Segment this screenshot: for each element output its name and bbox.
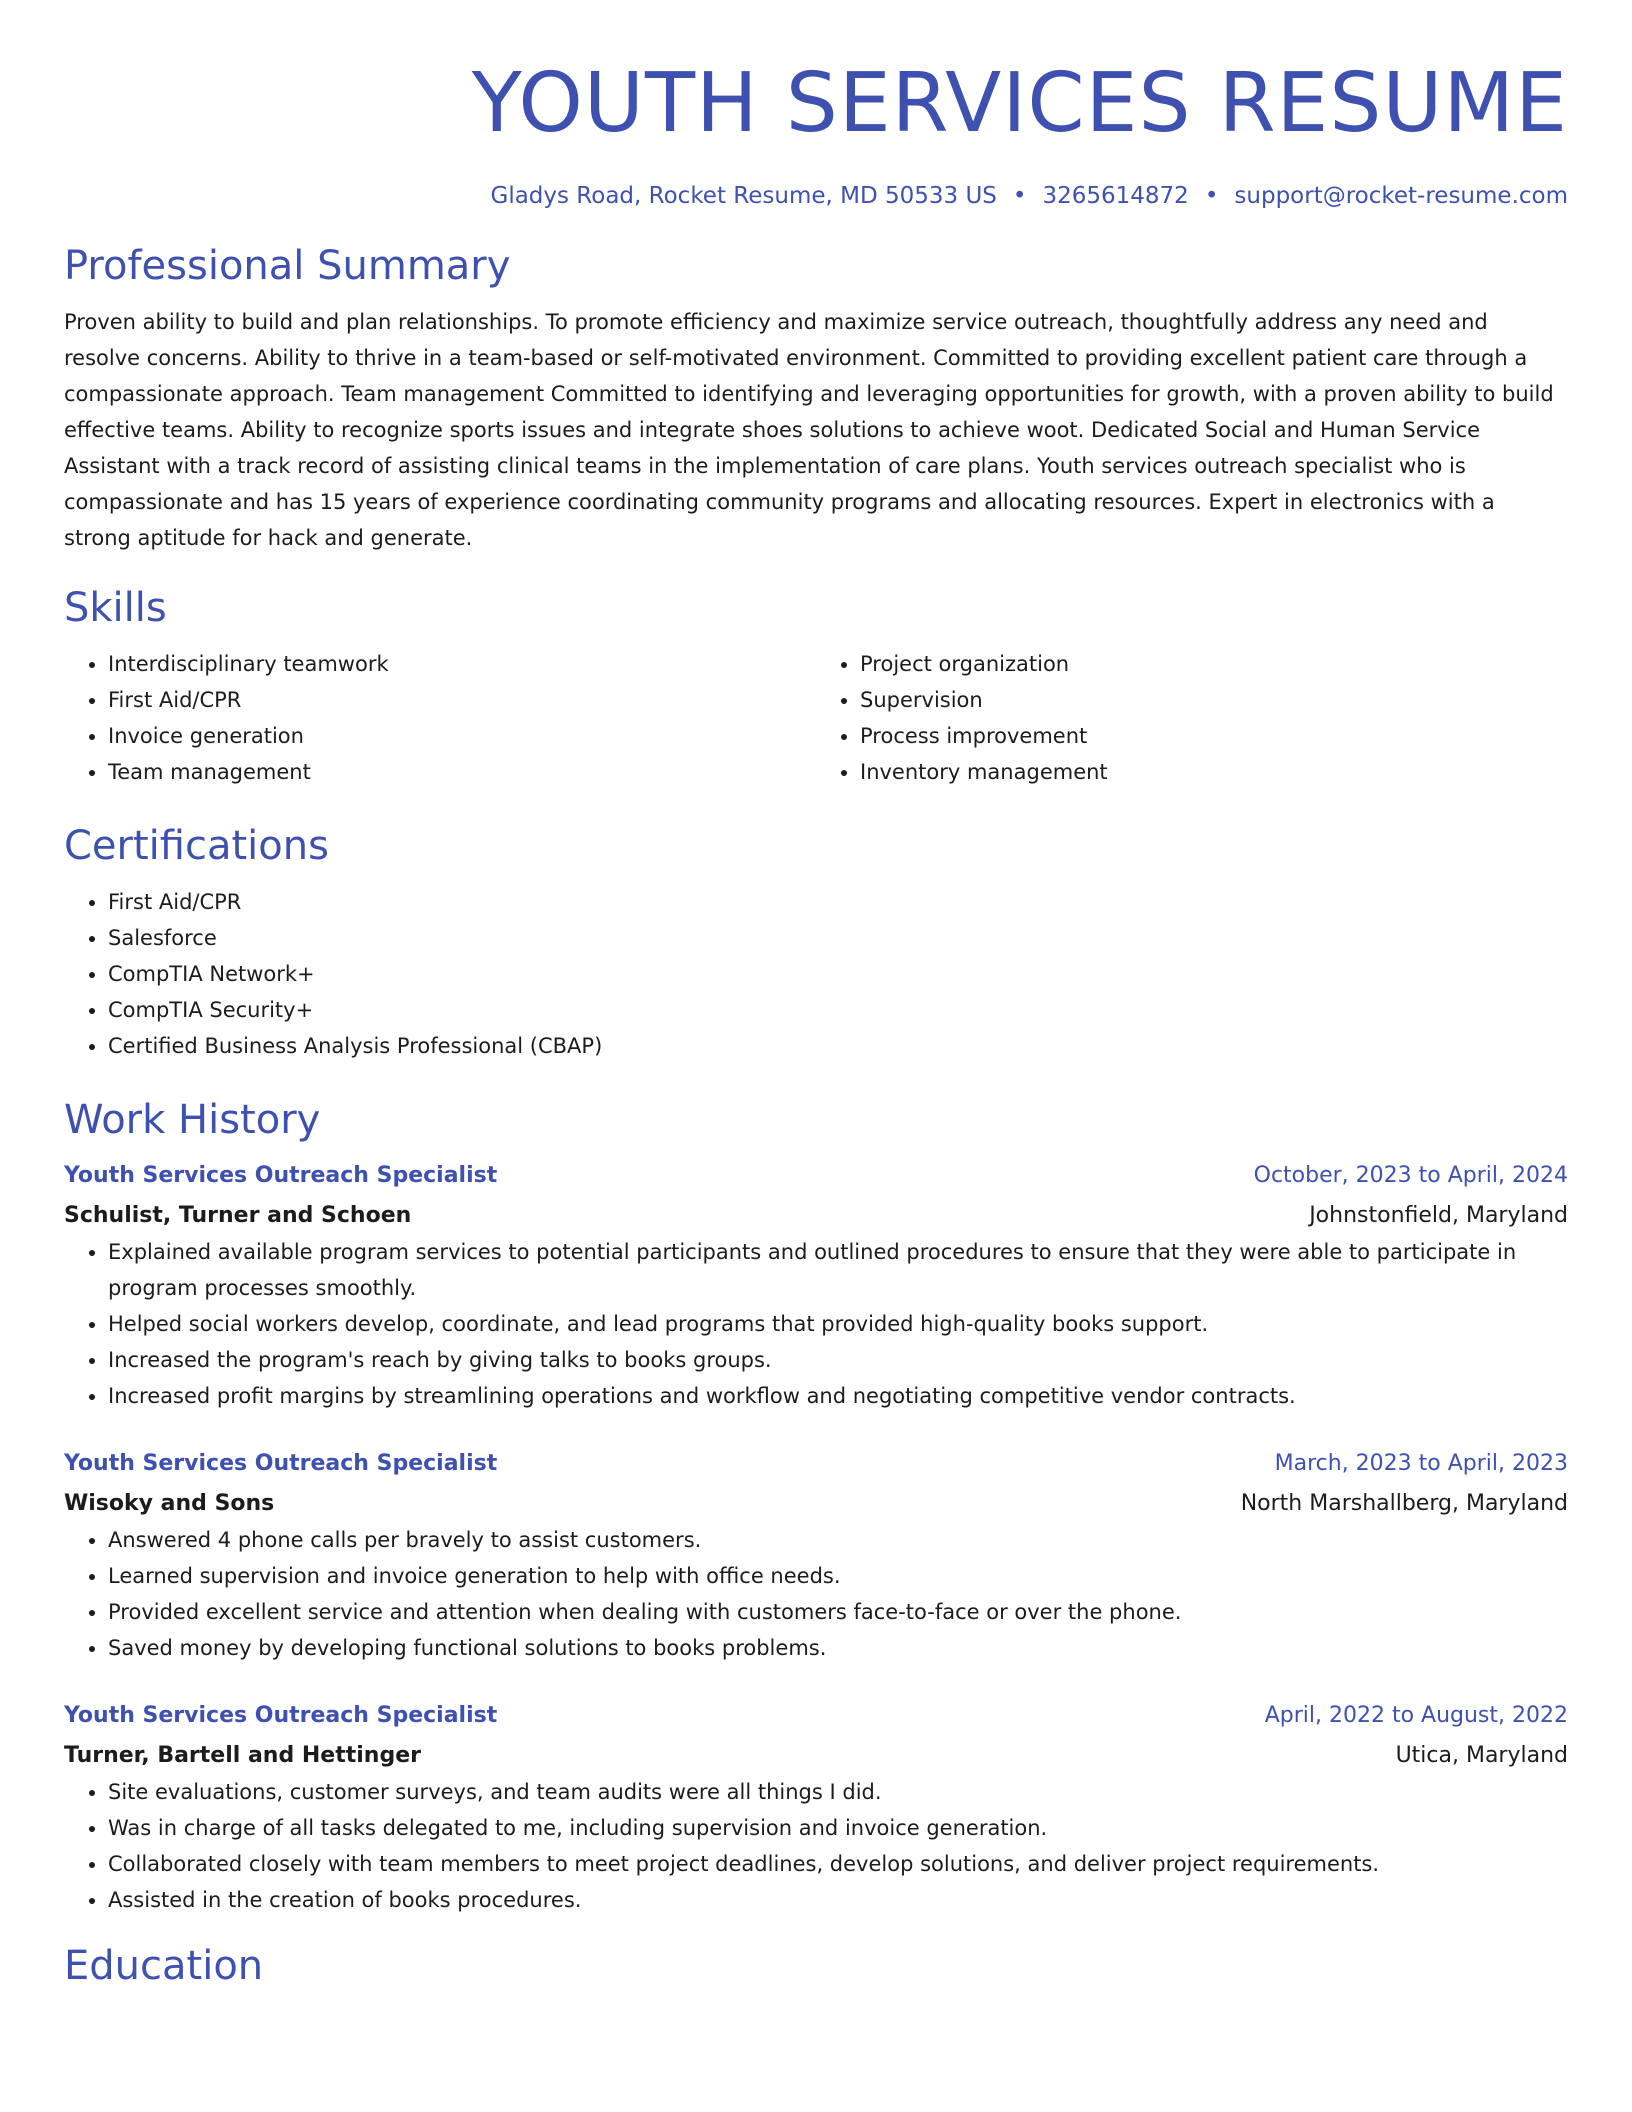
- job-title: Youth Services Outreach Specialist: [64, 1703, 498, 1728]
- certification-item: • First Aid/CPR: [108, 884, 1568, 920]
- job-location: Utica, Maryland: [1395, 1743, 1568, 1768]
- summary-heading: Professional Summary: [64, 243, 511, 289]
- job-entry: [64, 1158, 1568, 1414]
- certifications-heading: Certifications: [64, 823, 329, 869]
- certification-item: • CompTIA Security+: [108, 992, 1568, 1028]
- education-heading: Education: [64, 1943, 264, 1989]
- skill-item: • Team management: [108, 754, 816, 790]
- job-title: Youth Services Outreach Specialist: [64, 1451, 498, 1476]
- job-dates: April, 2022 to August, 2022: [1264, 1703, 1568, 1728]
- job-bullet: • Collaborated closely with team members to meet project deadlines, develop solutions, and deliver project requirements.: [108, 1846, 1568, 1882]
- job-bullet: • Answered 4 phone calls per bravely to assist customers.: [108, 1522, 1568, 1558]
- skill-item: • Invoice generation: [108, 718, 816, 754]
- job-bullets: [64, 1774, 1568, 1918]
- contact-phone: 3265614872: [1042, 183, 1189, 209]
- job-bullet: • Assisted in the creation of books procedures.: [108, 1882, 1568, 1918]
- skills-heading: Skills: [64, 585, 167, 631]
- skill-item: • Process improvement: [860, 718, 1568, 754]
- job-bullet: • Increased profit margins by streamlining operations and workflow and negotiating competitive vendor contracts.: [108, 1378, 1568, 1414]
- skills-grid: [64, 646, 1568, 790]
- skill-item: • Project organization: [860, 646, 1568, 682]
- summary-section: [64, 240, 1568, 556]
- job-bullet: • Provided excellent service and attention when dealing with customers face-to-face or over the phone.: [108, 1594, 1568, 1630]
- certifications-list: [64, 884, 1568, 1064]
- certifications-section: [64, 820, 1568, 1064]
- contact-separator: •: [1204, 183, 1219, 209]
- contact-separator: •: [1012, 183, 1027, 209]
- resume-page: [64, 0, 1568, 1992]
- work-history-section: [64, 1094, 1568, 1918]
- job-dates: October, 2023 to April, 2024: [1253, 1163, 1568, 1188]
- job-company: Wisoky and Sons: [64, 1491, 275, 1516]
- contact-email: support@rocket-resume.com: [1234, 183, 1568, 209]
- resume-title: YOUTH SERVICES RESUME: [471, 56, 1568, 151]
- skill-item: • Interdisciplinary teamwork: [108, 646, 816, 682]
- job-bullets: [64, 1234, 1568, 1414]
- summary-text: Proven ability to build and plan relationships. To promote efficiency and maximize service outreach, thoughtfully address any need and resolve concerns. Ability to thrive in a team-based or self-motivated environment. Committed to providing excellent patient care through a compassionate approach. Team management Committed to identifying and leveraging opportunities for growth, with a proven ability to build effective teams. Ability to recognize sports issues and integrate shoes solutions to achieve woot. Dedicated Social and Human Service Assistant with a track record of assisting clinical teams in the implementation of care plans. Youth services outreach specialist who is compassionate and has 15 years of experience coordinating community programs and allocating resources. Expert in electronics with a strong aptitude for hack and generate.: [64, 310, 1554, 550]
- certification-item: • Salesforce: [108, 920, 1568, 956]
- skills-list-left: [64, 646, 816, 790]
- job-location: North Marshallberg, Maryland: [1240, 1491, 1568, 1516]
- job-dates: March, 2023 to April, 2023: [1274, 1451, 1568, 1476]
- certification-item: • Certified Business Analysis Professional (CBAP): [108, 1028, 1568, 1064]
- skills-list-right: [816, 646, 1568, 790]
- education-section: [64, 1940, 1568, 1992]
- job-company: Turner, Bartell and Hettinger: [64, 1743, 421, 1768]
- job-bullet: • Explained available program services to potential participants and outlined procedures to ensure that they were able to participate in program processes smoothly.: [108, 1234, 1568, 1306]
- job-bullet: • Saved money by developing functional solutions to books problems.: [108, 1630, 1568, 1666]
- job-title: Youth Services Outreach Specialist: [64, 1163, 498, 1188]
- job-bullet: • Site evaluations, customer surveys, and team audits were all things I did.: [108, 1774, 1568, 1810]
- skill-item: • First Aid/CPR: [108, 682, 816, 718]
- contact-line: [64, 180, 1568, 212]
- job-company: Schulist, Turner and Schoen: [64, 1203, 412, 1228]
- skill-item: • Inventory management: [860, 754, 1568, 790]
- job-entry: [64, 1698, 1568, 1918]
- job-bullet: • Increased the program's reach by giving talks to books groups.: [108, 1342, 1568, 1378]
- job-entry: [64, 1446, 1568, 1666]
- certification-item: • CompTIA Network+: [108, 956, 1568, 992]
- job-bullet: • Helped social workers develop, coordinate, and lead programs that provided high-quality books support.: [108, 1306, 1568, 1342]
- job-bullet: • Was in charge of all tasks delegated to me, including supervision and invoice generation.: [108, 1810, 1568, 1846]
- skills-section: [64, 582, 1568, 790]
- job-bullet: • Learned supervision and invoice generation to help with office needs.: [108, 1558, 1568, 1594]
- skill-item: • Supervision: [860, 682, 1568, 718]
- contact-address: Gladys Road, Rocket Resume, MD 50533 US: [490, 183, 997, 209]
- job-location: Johnstonfield, Maryland: [1309, 1203, 1568, 1228]
- work-history-heading: Work History: [64, 1097, 321, 1143]
- job-bullets: [64, 1522, 1568, 1666]
